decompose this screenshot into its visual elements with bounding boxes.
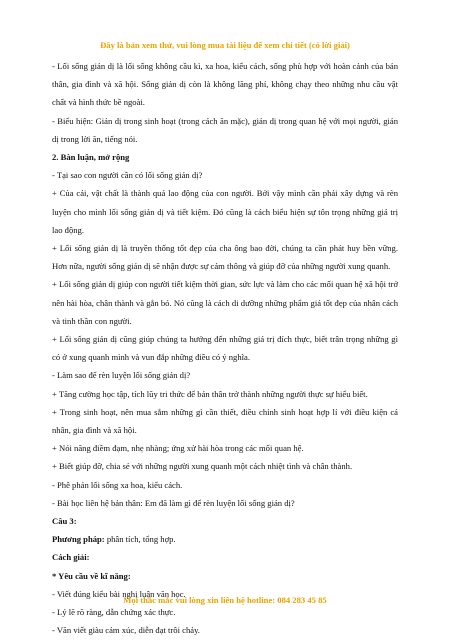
paragraph-how-1: + Tăng cường học tập, tích lũy tri thức để bản thân trở thành những người thực sự hiểu biết. — [52, 388, 368, 399]
question-3-heading: Câu 3: — [52, 516, 77, 527]
skills-heading: * Yêu cầu về kĩ năng: — [52, 570, 131, 581]
paragraph-expressions: - Biểu hiện: Giản dị trong sinh hoạt (trong cách ăn mặc), giản dị trong quan hệ với mọi người, giản dị trong lời ăn, tiếng nói. — [52, 115, 398, 144]
paragraph-how-question: - Làm sao để rèn luyện lối sống giản dị? — [52, 370, 191, 381]
method-label: Phương pháp: — [52, 534, 105, 545]
hotline-footer-banner: Mọi thắc mắc vui lòng xin liên hệ hotline: 084 283 45 85 — [123, 595, 327, 605]
document-body — [52, 57, 398, 640]
paragraph-reason-4: + Lối sống giản dị cũng giúp chúng ta hướng đến những giá trị đích thực, biết trân trọng những gì có ở xung quanh mình và vun đắp những điều có ý nghĩa. — [52, 334, 398, 363]
paragraph-method — [52, 530, 398, 548]
paragraph-skill-2: - Lý lẽ rõ ràng, dẫn chứng xác thực. — [52, 607, 176, 618]
paragraph-lesson: - Bài học liên hệ bản thân: Em đã làm gì để rèn luyện lối sống giản dị? — [52, 497, 295, 508]
solution-heading: Cách giải: — [52, 552, 90, 563]
paragraph-how-4: + Biết giúp đỡ, chia sẻ với những người xung quanh một cách nhiệt tình và chân thành. — [52, 461, 353, 472]
paragraph-skill-1: - Viết đúng kiểu bài nghị luận văn học. — [52, 588, 186, 599]
paragraph-question: - Tại sao con người cần có lối sống giản dị? — [52, 170, 203, 181]
paragraph-reason-3: + Lối sống giản dị giúp con người tiết kiệm thời gian, sức lực và làm cho các mối quan hệ xã hội trở nên hài hòa, chân thành và gắn bó. Nó cũng là cách di dưỡng những phẩm giá tốt đẹp của nhân cách và tinh thần con người. — [52, 279, 398, 326]
preview-notice-banner: Đây là bản xem thử, vui lòng mua tài liệu để xem chi tiết (có lời giải) — [100, 40, 350, 50]
paragraph-criticism: - Phê phán lối sống xa hoa, kiểu cách. — [52, 479, 183, 490]
paragraph-how-2: + Trong sinh hoạt, nên mua sắm những gì cần thiết, điều chỉnh sinh hoạt hợp lí với điều kiện cá nhân, gia đình và xã hội. — [52, 406, 398, 436]
section-heading: 2. Bàn luận, mở rộng — [52, 152, 130, 163]
paragraph-how-3: + Nói năng điềm đạm, nhẹ nhàng; ứng xử hài hòa trong các mối quan hệ. — [52, 443, 304, 454]
paragraph-reason-1: + Của cải, vật chất là thành quả lao động của con người. Bởi vậy mình cần phải xây dựng và rèn luyện cho mình lối sống giản dị và tiết kiệm. Đó cũng là cách biểu hiện sự tôn trọng những giá trị lao động. — [52, 188, 398, 235]
paragraph-skill-3: - Văn viết giàu cảm xúc, diễn đạt trôi chảy. — [52, 625, 200, 636]
method-text: phân tích, tổng hợp. — [104, 534, 176, 545]
paragraph-reason-2: + Lối sống giản dị là truyền thống tốt đẹp của cha ông bao đời, chúng ta cần phát huy bền vững. Hơn nữa, người sống giản dị sẽ nhận được sự cảm thông và giúp đỡ của những người xung quanh. — [52, 243, 398, 272]
paragraph-definition: - Lối sống giản dị là lối sống không cầu kì, xa hoa, kiểu cách, sống phù hợp với hoàn cảnh của bản thân, gia đình và xã hội. Sống giản dị còn là không lãng phí, không chạy theo những nhu cầu vật chất và hình thức bề ngoài. — [52, 61, 398, 108]
